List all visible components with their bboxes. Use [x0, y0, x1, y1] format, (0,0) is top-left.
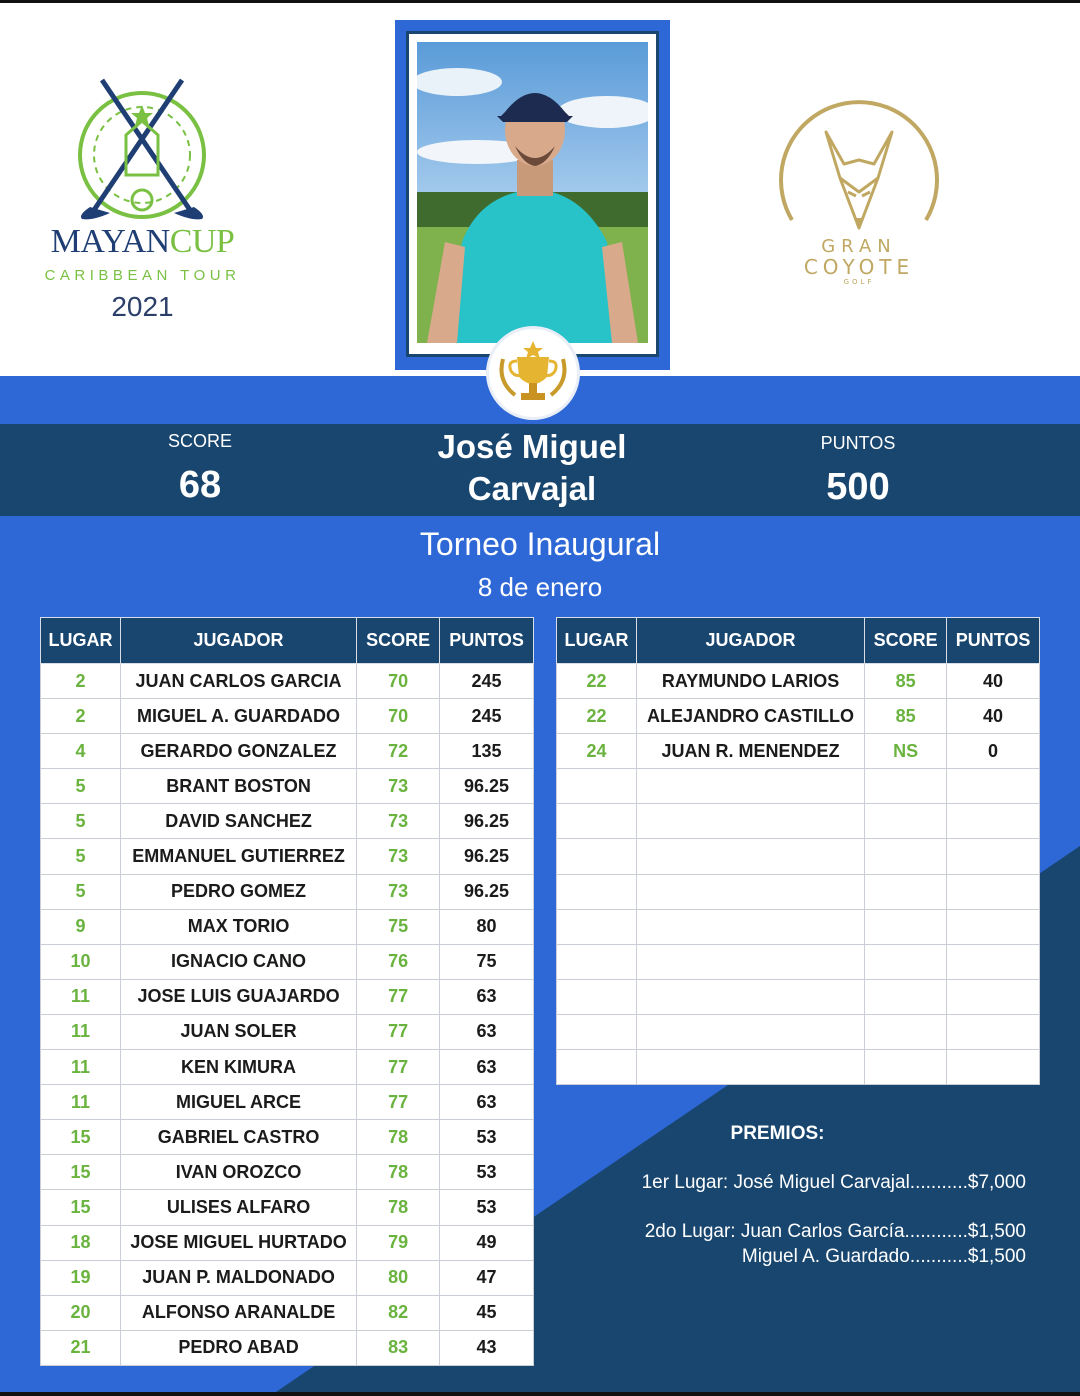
player-cell: DAVID SANCHEZ [120, 804, 356, 839]
winner-score-label: SCORE [167, 431, 232, 451]
place-cell: 21 [41, 1330, 121, 1365]
player-cell [636, 769, 864, 804]
player-cell: GERARDO GONZALEZ [120, 734, 356, 769]
place-cell: 15 [41, 1120, 121, 1155]
player-cell: PEDRO GOMEZ [120, 874, 356, 909]
score-cell [865, 1014, 947, 1049]
table-row [41, 909, 534, 944]
score-cell [865, 1050, 947, 1085]
table-row [41, 1330, 534, 1365]
score-cell [865, 839, 947, 874]
place-cell: 15 [41, 1190, 121, 1225]
place-cell: 10 [41, 944, 121, 979]
player-cell: JOSE MIGUEL HURTADO [120, 1225, 356, 1260]
points-cell: 96.25 [440, 874, 534, 909]
mayan-cup-subtitle: CARIBBEAN TOUR [44, 267, 241, 284]
score-cell [865, 769, 947, 804]
winner-photo-frame [395, 20, 670, 370]
points-cell: 45 [440, 1295, 534, 1330]
table-row [41, 804, 534, 839]
place-cell: 5 [41, 839, 121, 874]
mayan-cup-year: 2021 [111, 291, 174, 322]
table-row [557, 1014, 1040, 1049]
score-cell [865, 909, 947, 944]
table-row [41, 1190, 534, 1225]
prize-first: 1er Lugar: José Miguel Carvajal...........$7,000 [641, 1172, 1026, 1193]
points-cell: 96.25 [440, 839, 534, 874]
points-cell: 96.25 [440, 769, 534, 804]
points-cell: 135 [440, 734, 534, 769]
score-cell [865, 804, 947, 839]
player-cell: JUAN CARLOS GARCIA [120, 664, 356, 699]
place-cell [557, 804, 637, 839]
place-cell [557, 769, 637, 804]
table-row [41, 874, 534, 909]
player-cell: JUAN SOLER [120, 1014, 356, 1049]
winner-name-line1: José Miguel [437, 428, 627, 465]
header-player: JUGADOR [636, 618, 864, 664]
place-cell [557, 909, 637, 944]
player-cell [636, 979, 864, 1014]
place-cell [557, 944, 637, 979]
place-cell [557, 839, 637, 874]
player-cell: MIGUEL A. GUARDADO [120, 699, 356, 734]
points-cell [947, 909, 1040, 944]
winner-score-value: 68 [178, 464, 222, 506]
place-cell: 11 [41, 1014, 121, 1049]
player-cell: PEDRO ABAD [120, 1330, 356, 1365]
winner-name [382, 426, 682, 510]
points-cell: 0 [947, 734, 1040, 769]
place-cell: 18 [41, 1225, 121, 1260]
points-cell: 40 [947, 664, 1040, 699]
standings-table-right [556, 617, 1040, 1085]
score-cell: 77 [357, 1085, 440, 1120]
score-cell [865, 979, 947, 1014]
player-cell: ULISES ALFARO [120, 1190, 356, 1225]
player-cell: MAX TORIO [120, 909, 356, 944]
player-cell: RAYMUNDO LARIOS [636, 664, 864, 699]
standings-right-body [557, 664, 1040, 1085]
header-place: LUGAR [557, 618, 637, 664]
player-cell: ALFONSO ARANALDE [120, 1295, 356, 1330]
header-points: PUNTOS [440, 618, 534, 664]
place-cell [557, 874, 637, 909]
score-cell: 75 [357, 909, 440, 944]
score-cell: 73 [357, 874, 440, 909]
points-cell: 80 [440, 909, 534, 944]
header-player: JUGADOR [120, 618, 356, 664]
table-row [41, 769, 534, 804]
points-cell: 63 [440, 1050, 534, 1085]
winner-points-value: 500 [826, 466, 890, 508]
points-cell [947, 804, 1040, 839]
table-row [557, 699, 1040, 734]
table-header-row [41, 618, 534, 664]
points-cell: 245 [440, 699, 534, 734]
score-cell: 79 [357, 1225, 440, 1260]
place-cell: 11 [41, 979, 121, 1014]
player-cell: EMMANUEL GUTIERREZ [120, 839, 356, 874]
points-cell: 63 [440, 979, 534, 1014]
prize-second-b: Miguel A. Guardado...........$1,500 [741, 1246, 1026, 1267]
mayan-cup-title [30, 223, 255, 261]
place-cell: 5 [41, 804, 121, 839]
table-row [557, 979, 1040, 1014]
prize-second-a: 2do Lugar: Juan Carlos García............$1,500 [644, 1221, 1026, 1242]
score-cell: 85 [865, 699, 947, 734]
player-cell [636, 804, 864, 839]
gran-coyote-logo [778, 100, 940, 300]
place-cell: 9 [41, 909, 121, 944]
table-row [557, 734, 1040, 769]
table-row [41, 839, 534, 874]
bottom-border [0, 1392, 1080, 1396]
coyote-line1: GRAN [821, 236, 897, 257]
score-cell: 77 [357, 1014, 440, 1049]
mayan-title-part2: CUP [169, 223, 235, 260]
score-cell [865, 944, 947, 979]
place-cell: 24 [557, 734, 637, 769]
table-row [41, 944, 534, 979]
score-cell: 78 [357, 1120, 440, 1155]
player-cell: BRANT BOSTON [120, 769, 356, 804]
points-cell: 96.25 [440, 804, 534, 839]
score-cell: 78 [357, 1190, 440, 1225]
player-cell: GABRIEL CASTRO [120, 1120, 356, 1155]
place-cell: 11 [41, 1050, 121, 1085]
points-cell [947, 839, 1040, 874]
score-cell: 82 [357, 1295, 440, 1330]
table-row [41, 1260, 534, 1295]
coyote-line3: GOLF [843, 278, 875, 286]
player-cell: JUAN R. MENENDEZ [636, 734, 864, 769]
place-cell: 11 [41, 1085, 121, 1120]
winner-photo [417, 42, 648, 343]
table-row [41, 1085, 534, 1120]
place-cell: 20 [41, 1295, 121, 1330]
score-cell: NS [865, 734, 947, 769]
top-border [0, 0, 1080, 3]
mayan-cup-logo [30, 75, 255, 325]
table-row [557, 874, 1040, 909]
player-cell: JOSE LUIS GUAJARDO [120, 979, 356, 1014]
player-cell [636, 1014, 864, 1049]
mayan-title-part1: MAYAN [50, 223, 170, 260]
player-cell [636, 909, 864, 944]
score-cell: 85 [865, 664, 947, 699]
player-cell [636, 944, 864, 979]
table-header-row [557, 618, 1040, 664]
table-row [557, 769, 1040, 804]
points-cell: 63 [440, 1085, 534, 1120]
place-cell: 2 [41, 699, 121, 734]
header-score: SCORE [865, 618, 947, 664]
player-cell: ALEJANDRO CASTILLO [636, 699, 864, 734]
score-cell: 80 [357, 1260, 440, 1295]
place-cell: 19 [41, 1260, 121, 1295]
prizes-title: PREMIOS: [730, 1123, 825, 1144]
points-cell: 49 [440, 1225, 534, 1260]
table-row [41, 1155, 534, 1190]
score-cell: 83 [357, 1330, 440, 1365]
table-row [557, 909, 1040, 944]
standings-table-left [40, 617, 534, 1366]
table-row [41, 664, 534, 699]
header-score: SCORE [357, 618, 440, 664]
points-cell: 53 [440, 1120, 534, 1155]
score-cell: 78 [357, 1155, 440, 1190]
score-cell: 77 [357, 979, 440, 1014]
player-cell [636, 874, 864, 909]
winner-points-label: PUNTOS [820, 433, 896, 453]
coyote-line2: COYOTE [803, 255, 915, 279]
table-row [41, 979, 534, 1014]
score-cell: 77 [357, 1050, 440, 1085]
player-cell: KEN KIMURA [120, 1050, 356, 1085]
place-cell: 22 [557, 699, 637, 734]
score-cell [865, 874, 947, 909]
player-cell: MIGUEL ARCE [120, 1085, 356, 1120]
place-cell: 5 [41, 769, 121, 804]
table-row [41, 1050, 534, 1085]
points-cell: 47 [440, 1260, 534, 1295]
place-cell: 5 [41, 874, 121, 909]
table-row [41, 1014, 534, 1049]
points-cell: 75 [440, 944, 534, 979]
table-row [557, 664, 1040, 699]
table-row [557, 944, 1040, 979]
points-cell: 40 [947, 699, 1040, 734]
place-cell: 15 [41, 1155, 121, 1190]
player-cell: IVAN OROZCO [120, 1155, 356, 1190]
score-cell: 73 [357, 839, 440, 874]
event-date: 8 de enero [477, 572, 603, 602]
place-cell: 4 [41, 734, 121, 769]
player-cell [636, 839, 864, 874]
place-cell: 22 [557, 664, 637, 699]
points-cell [947, 1014, 1040, 1049]
table-row [557, 804, 1040, 839]
trophy-badge [486, 326, 580, 420]
table-row [41, 1120, 534, 1155]
points-cell: 63 [440, 1014, 534, 1049]
golf-clubs-emblem-icon [30, 75, 255, 225]
trophy-icon [489, 329, 577, 417]
header-place: LUGAR [41, 618, 121, 664]
table-row [41, 734, 534, 769]
table-row [41, 699, 534, 734]
winner-name-line2: Carvajal [467, 470, 597, 507]
player-cell [636, 1050, 864, 1085]
points-cell: 53 [440, 1155, 534, 1190]
place-cell [557, 1014, 637, 1049]
table-row [557, 839, 1040, 874]
header-points: PUNTOS [947, 618, 1040, 664]
winner-band [0, 424, 1080, 516]
points-cell [947, 1050, 1040, 1085]
score-cell: 73 [357, 804, 440, 839]
place-cell: 2 [41, 664, 121, 699]
table-row [557, 1050, 1040, 1085]
event-title: Torneo Inaugural [419, 526, 661, 562]
points-cell [947, 769, 1040, 804]
points-cell: 245 [440, 664, 534, 699]
points-cell [947, 979, 1040, 1014]
score-cell: 70 [357, 699, 440, 734]
score-cell: 72 [357, 734, 440, 769]
points-cell: 43 [440, 1330, 534, 1365]
points-cell: 53 [440, 1190, 534, 1225]
player-cell: IGNACIO CANO [120, 944, 356, 979]
score-cell: 73 [357, 769, 440, 804]
score-cell: 76 [357, 944, 440, 979]
place-cell [557, 979, 637, 1014]
table-row [41, 1225, 534, 1260]
place-cell [557, 1050, 637, 1085]
standings-left-body [41, 664, 534, 1366]
points-cell [947, 944, 1040, 979]
player-cell: JUAN P. MALDONADO [120, 1260, 356, 1295]
table-row [41, 1295, 534, 1330]
points-cell [947, 874, 1040, 909]
score-cell: 70 [357, 664, 440, 699]
